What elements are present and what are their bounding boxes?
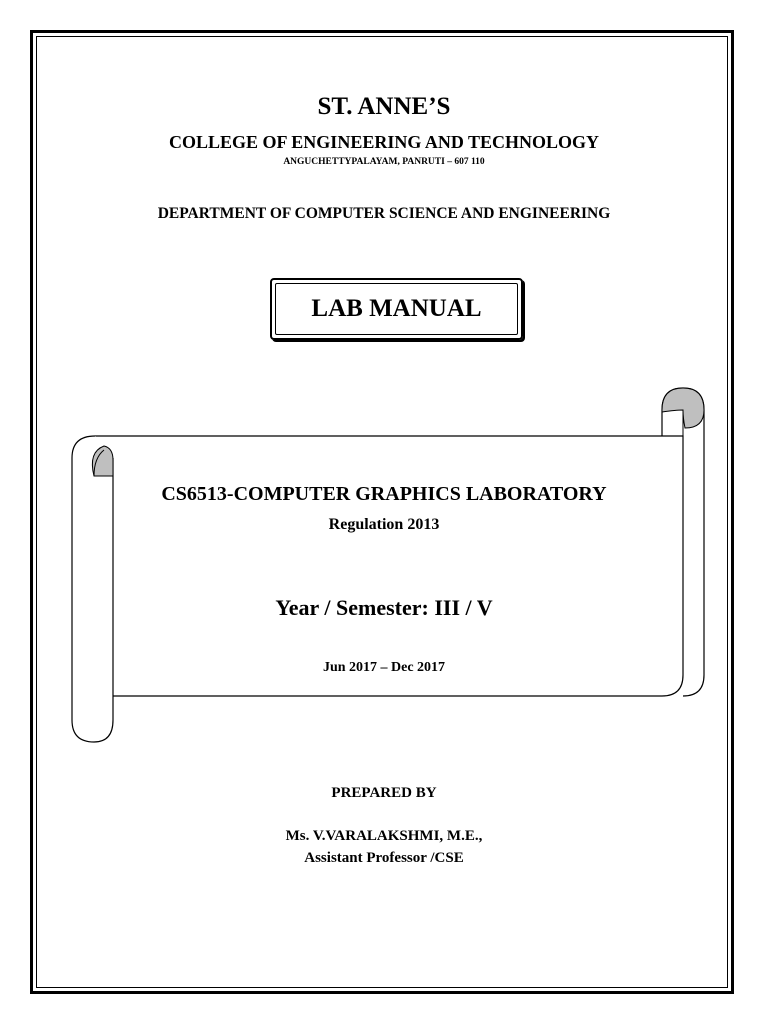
college-name: ST. ANNE’S [317,93,451,120]
year-semester: Year / Semester: III / V [275,595,493,620]
college-full-name: COLLEGE OF ENGINEERING AND TECHNOLOGY [168,132,600,152]
department-name: DEPARTMENT OF COMPUTER SCIENCE AND ENGINEERING [157,205,611,222]
academic-period: Jun 2017 – Dec 2017 [322,660,446,675]
lab-manual-title: LAB MANUAL [275,283,518,335]
author-role: Assistant Professor /CSE [304,850,464,866]
author-name: Ms. V.VARALAKSHMI, M.E., [285,828,483,844]
scroll-left-roll [72,436,113,742]
course-title: CS6513-COMPUTER GRAPHICS LABORATORY [161,483,607,505]
course-regulation: Regulation 2013 [328,516,440,533]
college-address: ANGUCHETTYPALAYAM, PANRUTI – 607 110 [283,157,485,167]
prepared-by-heading: PREPARED BY [331,785,437,801]
scroll-body [95,436,683,696]
